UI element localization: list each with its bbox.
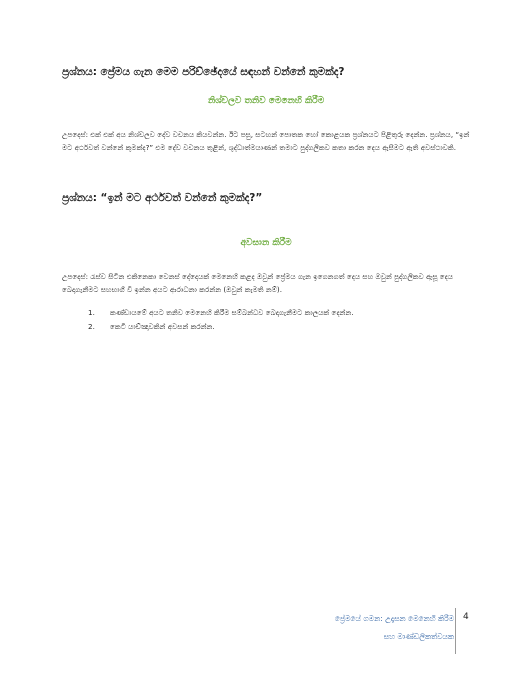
section-heading-silent-meditation: නිශ්චලව තනිව මෙනෙහි කිරීම [207, 96, 325, 106]
list-item [88, 306, 468, 320]
list-item [88, 320, 468, 334]
list-item-text: කෙටි යාච්ඤාවකින් අවසන් කරන්න. [110, 322, 215, 331]
footer-title-line-1: ප්‍රේමයේ ගමන: උදෑසන මෙනෙහි කිරීම [334, 614, 454, 623]
instruction-paragraph-2: උපදෙස්: රැස්ව සිටින එකිනෙකා වෙනස් දේදෙයක් මෙනෙහි කළද ඔවුන් ප්‍රේමය ගැන ඉගෙනගත් දෙය සහ ඔවුන් පුද්ගලිකව ඇසූ දෙය බෙදාගැනීමට සහභාගී වී ඉන්න අයට ආරාධනා කරන්න (ඔවුන් කැමති නම්). [62, 272, 454, 294]
section-heading-closing: අවසාන කිරීම [240, 238, 292, 248]
instruction-paragraph-1: උපදෙස්: එක් එක් අය නිශ්චලව දේව වචනය කියවන්න. ඊට පසු, සටහන් පොතක හෝ කොළයක ප්‍රශ්නයට පිළිතුරු දෙන්න. ප්‍රශ්නය, “ඉන් මට අර්ථවත් වන්නේ කුමක්ද?” එම දේව වචනය තුළින්, ශුද්ධාත්මයාණන් තමාට පුද්ගලිකව කතා කරන දෙය ඇසීමට ඇති අවස්ථාවකි. [62, 130, 470, 152]
closing-steps-list [88, 306, 468, 334]
list-item-text: කණ්ඩායමේ අයට තනිව මෙනෙහි කිරීම සම්බන්ධව බෙදාගැනීමට කාලයක් දෙන්න. [110, 308, 354, 317]
question-1: ප්‍රශ්නය: ප්‍රේමය ගැන මෙම පරිච්ඡේදයේ සඳහන් වන්නේ කුමක්ද? [62, 66, 345, 78]
footer-title-line-2: සහ මාණ්ඩලිකත්වයක [383, 632, 454, 641]
footer-divider [455, 608, 456, 654]
question-2: ප්‍රශ්නය: “ඉන් මට අර්ථවත් වන්නේ කුමක්ද?” [62, 192, 263, 204]
list-item-number: 1. [88, 308, 95, 317]
list-item-number: 2. [88, 322, 95, 331]
page-number: 4 [463, 612, 469, 622]
